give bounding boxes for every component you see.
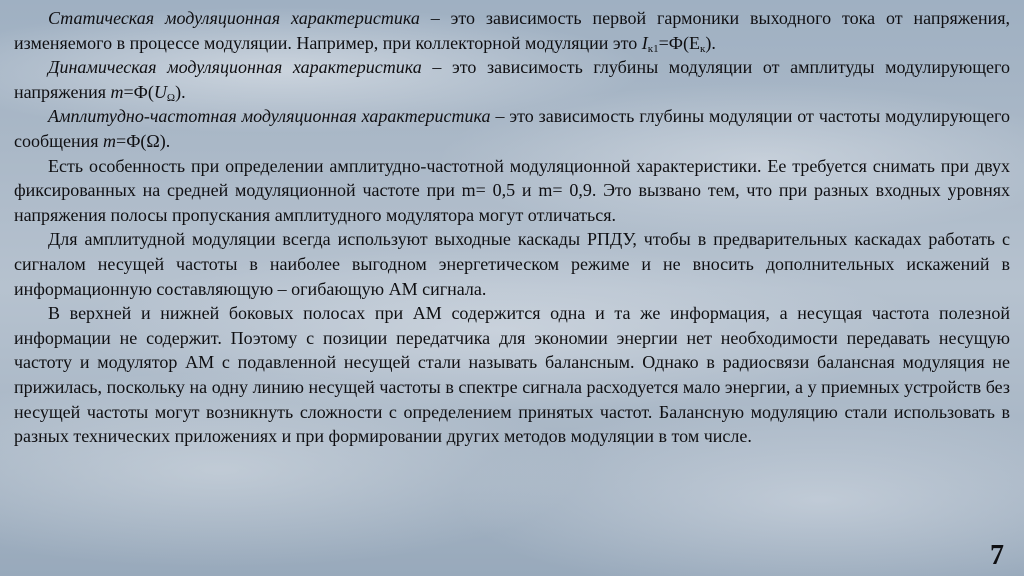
formula-text: =Ф(Е: [658, 32, 700, 53]
formula-text: ).: [175, 81, 186, 102]
formula-text: ).: [705, 32, 716, 53]
formula-variable: m: [110, 81, 124, 102]
formula-variable: I: [641, 32, 648, 53]
formula-subscript: к1: [647, 42, 659, 55]
paragraph-text: – это зависимость глубины модуляции от амплитуды модулирующего напряжения: [14, 57, 1010, 102]
formula-text: =Ф(: [123, 81, 154, 102]
formula-variable: U: [153, 81, 167, 102]
formula-subscript: Ω: [166, 91, 176, 104]
slide-body: [14, 6, 1010, 449]
term-static-characteristic: Статическая модуляционная характеристика: [48, 8, 420, 28]
paragraph-static-characteristic: [14, 6, 1010, 55]
term-amplitude-frequency-characteristic: Амплитудно-частотная модуляционная характеристика: [48, 106, 491, 127]
formula-subscript: к: [699, 42, 706, 55]
paragraph-text: – это зависимость первой гармоники выходного тока от напряжения, изменяемого в процессе модуляции. Например, при коллекторной модуляции это: [14, 8, 1010, 53]
formula-variable: m: [103, 130, 117, 151]
paragraph-dynamic-characteristic: [14, 55, 1010, 104]
formula-text: =Ф(Ω).: [116, 130, 171, 151]
term-dynamic-characteristic: Динамическая модуляционная характеристика: [48, 57, 422, 78]
paragraph-balanced-modulation: В верхней и нижней боковых полосах при АМ содержится одна и та же информация, а несущая частота полезной информации не содержит. Поэтому с позиции передатчика для экономии энергии нет необходимости передавать несущую частоту и модулятор АМ с подавленной несущей стали называть балансным. Однако в радиосвязи балансная модуляция не прижилась, поскольку на одну линию несущей частоты в спектре сигнала расходуется мало энергии, а у приемных устройств без несущей частоты могут возникнуть сложности с определением принятых частот. Балансную модуляцию стали использовать в разных технических приложениях и при формировании других методов модуляции в том числе.: [14, 303, 1010, 447]
page-number: 7: [990, 540, 1004, 571]
paragraph-measurement-note: Есть особенность при определении амплитудно-частотной модуляционной характеристики. Ее требуется снимать при двух фиксированных на средней модуляционной частоте при m= 0,5 и m= 0,9. Это вызвано тем, что при разных входных уровнях напряжения полосы пропускания амплитудного модулятора могут отличаться.: [14, 155, 1010, 225]
paragraph-am-output-stages: Для амплитудной модуляции всегда используют выходные каскады РПДУ, чтобы в предварительных каскадах работать с сигналом несущей частоты в наиболее выгодном энергетическом режиме и не вносить дополнительных искажений в информационную составляющую – огибающую АМ сигнала.: [14, 229, 1010, 299]
paragraph-text: – это зависимость глубины модуляции от частоты модулирующего сообщения: [14, 106, 1010, 151]
paragraph-amplitude-frequency-characteristic: [14, 104, 1010, 153]
